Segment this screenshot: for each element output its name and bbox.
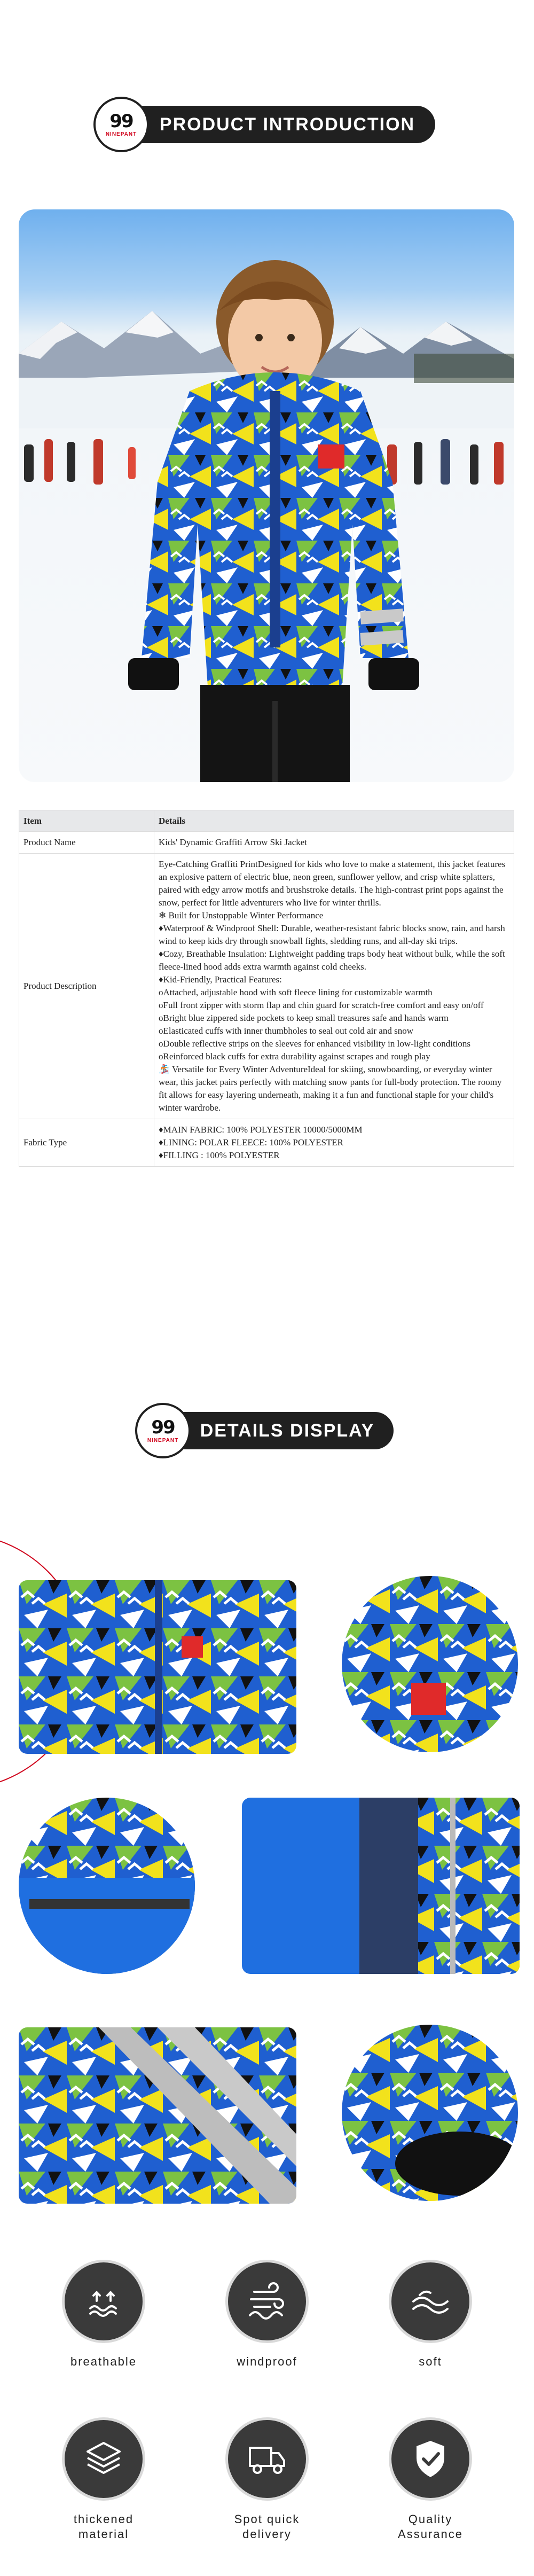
product-description-value [154,854,514,1119]
section-title: DETAILS DISPLAY [200,1420,375,1441]
product-name-value: Kids' Dynamic Graffiti Arrow Ski Jacket [154,832,514,854]
row-label-product-name: Product Name [19,832,154,854]
row-label-fabric-type: Fabric Type [19,1119,154,1167]
feature-breathable [45,2262,162,2369]
description-line: ♦Kid-Friendly, Practical Features: [159,974,282,985]
windproof-icon [228,2262,306,2340]
fabric-line: ♦MAIN FABRIC: 100% POLYESTER 10000/5000MM [159,1125,363,1135]
table-row [19,1119,514,1167]
brand-logo: 99 NINEPANT [137,1405,189,1456]
description-line: Eye-Catching Graffiti PrintDesigned for kids who love to make a statement, this jacket features an explosive pattern of electric blue, neon green, sunflower yellow, and crisp white splatters, paired with edgy arrow motifs and brushstroke details. The high-contrast print pops against the snow, perfect for little adventurers who live for winter thrills. [159,859,506,908]
shield-check-icon [391,2420,469,2498]
description-line: ♦Cozy, Breathable Insulation: Lightweight padding traps body heat without bulk, while the soft fleece-lined hood adds extra warmth against cold cheeks. [159,949,505,972]
feature-windproof [208,2262,326,2369]
feature-label: thickened material [73,2512,134,2541]
detail-photo-pocket [242,1798,520,1974]
breathable-icon [65,2262,143,2340]
fabric-line: ♦FILLING : 100% POLYESTER [159,1150,280,1160]
table-row [19,854,514,1119]
description-line: oFull front zipper with storm flap and chin guard for scratch-free comfort and easy on/off [159,1000,484,1010]
truck-icon [228,2420,306,2498]
detail-photo-hood [19,1798,195,1974]
feature-thickened-material [45,2420,162,2542]
product-details-table [19,810,514,1167]
section-title: PRODUCT INTRODUCTION [159,114,415,135]
description-line: oBright blue zippered side pockets to keep small treasures safe and hands warm [159,1013,449,1023]
detail-photo-front [19,1580,296,1754]
feature-label: windproof [237,2355,297,2368]
detail-photo-cuff [342,2025,518,2201]
feature-label: Spot quick delivery [234,2512,300,2541]
description-line: oElasticated cuffs with inner thumbholes to seal out cold air and snow [159,1026,413,1036]
table-header-row [19,810,514,832]
intro-header [99,106,435,143]
boy-in-jacket [125,241,425,782]
description-line: ❄ Built for Unstoppable Winter Performance [159,910,324,920]
table-row [19,832,514,854]
description-line: oReinforced black cuffs for extra durability against scrapes and rough play [159,1051,430,1061]
row-label-description: Product Description [19,854,154,1119]
description-line: ♦Waterproof & Windproof Shell: Durable, weather-resistant fabric blocks snow, rain, and harsh wind to keep kids dry through snowball fights, sledding runs, and all-day ski trips. [159,923,505,946]
description-line: oDouble reflective strips on the sleeves for enhanced visibility in low-light conditions [159,1039,471,1049]
feature-label: Quality Assurance [398,2512,463,2541]
feature-label: breathable [70,2355,137,2368]
feature-quality-assurance [372,2420,489,2542]
detail-photo-chest-patch [342,1576,518,1752]
fabric-type-value [154,1119,514,1167]
brand-logo: 99 NINEPANT [96,99,147,150]
feature-label: soft [419,2355,442,2368]
column-header-item: Item [19,810,154,832]
detail-photo-reflective-strips [19,2027,296,2204]
details-header [140,1412,394,1449]
hero-photo [19,209,514,782]
column-header-details: Details [154,810,514,832]
description-line: 🏂 Versatile for Every Winter AdventureIdeal for skiing, snowboarding, or everyday winter wear, this jacket pairs perfectly with matching snow pants for full-body protection. The roomy fit allows for easy layering underneath, making it a fun and functional staple for your child's winter wardrobe. [159,1064,502,1113]
description-line: oAttached, adjustable hood with soft fleece lining for customizable warmth [159,987,433,997]
layers-icon [65,2420,143,2498]
soft-icon [391,2262,469,2340]
fabric-line: ♦LINING: POLAR FLEECE: 100% POLYESTER [159,1137,344,1148]
feature-spot-quick-delivery [208,2420,326,2542]
feature-soft [372,2262,489,2369]
